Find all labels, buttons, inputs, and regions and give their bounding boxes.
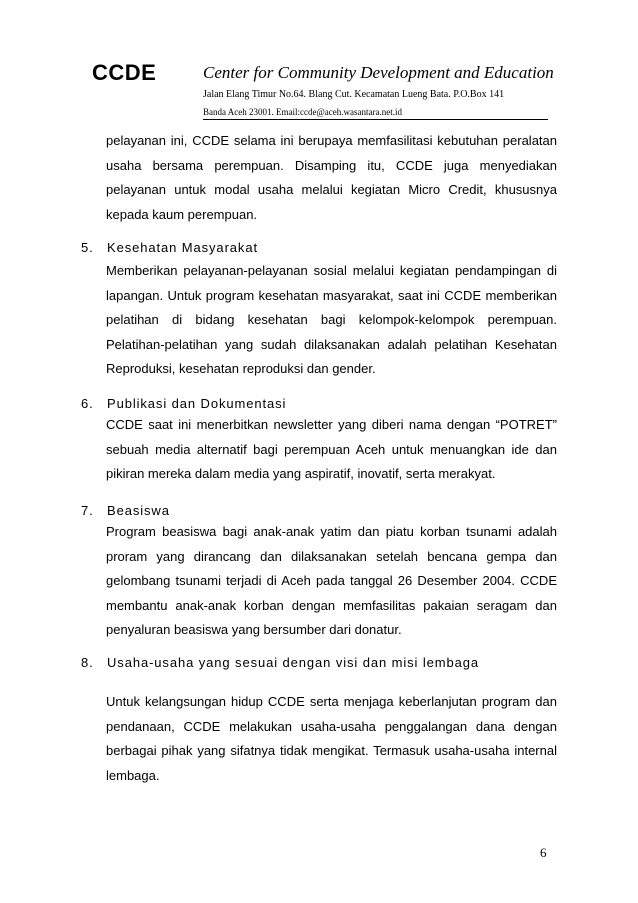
- section-number: 7.: [81, 503, 94, 518]
- organization-logo: CCDE: [92, 60, 157, 85]
- section-number: 5.: [81, 240, 94, 255]
- section-title: Publikasi dan Dokumentasi: [107, 396, 287, 411]
- letterhead: [0, 0, 638, 125]
- organization-name: Center for Community Development and Education: [203, 63, 554, 82]
- section-heading-kesehatan: [81, 239, 258, 257]
- intro-paragraph: pelayanan ini, CCDE selama ini berupaya memfasilitasi kebutuhan peralatan usaha bersama perempuan. Disamping itu, CCDE juga menyediakan pelayanan untuk modal usaha melalui kegiatan Micro Credit, khususnya kepada kaum perempuan.: [106, 133, 557, 222]
- section-number: 6.: [81, 396, 94, 411]
- section-body-beasiswa: Program beasiswa bagi anak-anak yatim dan piatu korban tsunami adalah proram yang dirancang dan dilaksanakan setelah bencana gempa dan gelombang tsunami terjadi di Aceh pada tanggal 26 Desember 2004. CCDE membantu anak-anak korban dengan memfasilitas pakaian seragam dan penyaluran beasiswa yang bersumber dari donatur.: [106, 524, 557, 637]
- section-heading-beasiswa: [81, 502, 170, 520]
- section-number: 8.: [81, 655, 94, 670]
- section-heading-publikasi: [81, 395, 286, 413]
- section-body-kesehatan: Memberikan pelayanan-pelayanan sosial melalui kegiatan pendampingan di lapangan. Untuk program kesehatan masyarakat, saat ini CCDE memberikan pelatihan di bidang kesehatan bagi kelompok-kelompok perempuan. Pelatihan-pelatihan yang sudah dilaksanakan adalah pelatihan Kesehatan Reproduksi, kesehatan reproduksi dan gender.: [106, 263, 557, 376]
- section-body-usaha: Untuk kelangsungan hidup CCDE serta menjaga keberlanjutan program dan pendanaan, CCDE melakukan usaha-usaha penggalangan dana dengan berbagai pihak yang sifatnya tidak mengikat. Termasuk usaha-usaha internal lembaga.: [106, 694, 557, 783]
- section-body-publikasi: CCDE saat ini menerbitkan newsletter yang diberi nama dengan “POTRET” sebuah media alternatif bagi perempuan Aceh untuk menuangkan ide dan pikiran mereka dalam media yang aspiratif, inovatif, serta merakyat.: [106, 417, 557, 481]
- section-heading-usaha: [81, 654, 479, 672]
- section-title: Beasiswa: [107, 503, 170, 518]
- section-title: Kesehatan Masyarakat: [107, 240, 258, 255]
- address-line-2: Banda Aceh 23001. Email:ccde@aceh.wasantara.net.id: [203, 106, 548, 120]
- address-line-1: Jalan Elang Timur No.64. Blang Cut. Kecamatan Lueng Bata. P.O.Box 141: [203, 89, 505, 100]
- page-number: 6: [540, 845, 547, 860]
- section-title: Usaha-usaha yang sesuai dengan visi dan misi lembaga: [107, 655, 479, 670]
